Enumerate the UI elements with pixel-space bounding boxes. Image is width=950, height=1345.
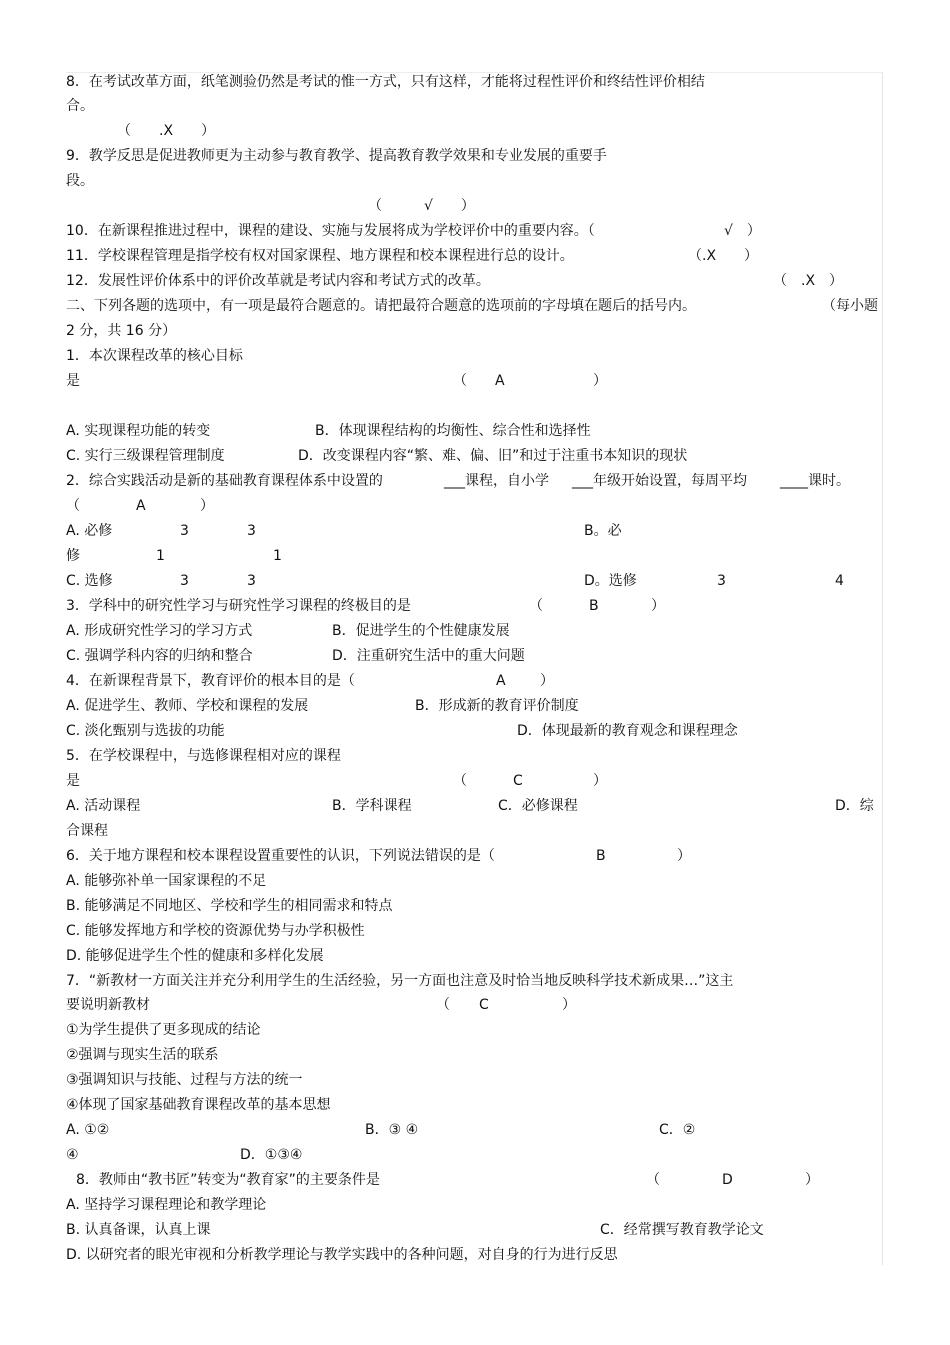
- text-segment: 3: [180, 573, 189, 589]
- text-segment: A: [496, 673, 506, 689]
- text-segment: 10．在新课程推进过程中，课程的建设、实施与发展将成为学校评价中的重要内容。（: [66, 223, 595, 239]
- text-segment: D．体现最新的教育观念和课程理念: [517, 723, 738, 739]
- text-segment: 12．发展性评价体系中的评价改革就是考试内容和考试方式的改革。: [66, 273, 490, 289]
- text-segment: C. 选修: [66, 573, 113, 589]
- text-segment: 3．学科中的研究性学习与研究性学习课程的终极目的是: [66, 598, 411, 614]
- text-segment: 3: [180, 523, 189, 539]
- text-segment: 8．在考试改革方面，纸笔测验仍然是考试的惟一方式，只有这样，才能将过程性评价和终结性评价相结: [66, 74, 705, 90]
- text-segment: 5．在学校课程中，与选修课程相对应的课程: [66, 748, 341, 764]
- text-segment: 合。: [66, 98, 94, 114]
- text-segment: C: [513, 773, 523, 789]
- text-segment: A. 促进学生、教师、学校和课程的发展: [66, 698, 309, 714]
- text-segment: 是: [66, 373, 80, 389]
- text-segment: 4: [835, 573, 844, 589]
- text-segment: A. 形成研究性学习的学习方式: [66, 623, 253, 639]
- text-segment: A: [495, 373, 505, 389]
- text-segment: 要说明新教材: [66, 997, 150, 1013]
- text-segment: 11．学校课程管理是指学校有权对国家课程、地方课程和校本课程进行总的设计。: [66, 248, 574, 264]
- text-segment: D．综: [835, 798, 874, 814]
- text-segment: D: [722, 1172, 733, 1188]
- text-segment: ）: [593, 373, 607, 389]
- text-segment: C．②: [659, 1122, 696, 1138]
- text-segment: 1．本次课程改革的核心目标: [66, 348, 243, 364]
- text-segment: B．体现课程结构的均衡性、综合性和选择性: [315, 423, 591, 439]
- text-segment: C. 强调学科内容的归纳和整合: [66, 648, 253, 664]
- text-segment: ）: [593, 773, 607, 789]
- text-segment: ①为学生提供了更多现成的结论: [66, 1022, 261, 1038]
- text-segment: 6．关于地方课程和校本课程设置重要性的认识，下列说法错误的是（: [66, 848, 495, 864]
- text-segment: （: [529, 598, 543, 614]
- text-segment: ④: [66, 1147, 79, 1163]
- text-segment: 2．综合实践活动是新的基础教育课程体系中设置的: [66, 473, 383, 489]
- text-segment: 是: [66, 773, 80, 789]
- text-segment: C. 淡化甄别与选拔的功能: [66, 723, 225, 739]
- text-segment: A. 坚持学习课程理论和教学理论: [66, 1197, 267, 1213]
- text-segment: 8．教师由“教书匠”转变为“教育家”的主要条件是: [76, 1172, 380, 1188]
- text-segment: ___年级开始设置，每周平均: [572, 473, 747, 489]
- text-segment: ）: [200, 498, 214, 514]
- text-segment: B．学科课程: [332, 798, 412, 814]
- text-segment: （ .X ）: [773, 273, 844, 289]
- text-segment: 4．在新课程背景下，教育评价的根本目的是（: [66, 673, 355, 689]
- text-segment: （: [646, 1172, 660, 1188]
- text-segment: 3: [717, 573, 726, 589]
- text-segment: （ √ ）: [368, 198, 475, 214]
- text-segment: B．形成新的教育评价制度: [415, 698, 579, 714]
- text-segment: D. 以研究者的眼光审视和分析教学理论与教学实践中的各种问题，对自身的行为进行反思: [66, 1247, 618, 1263]
- text-segment: 1: [156, 548, 165, 564]
- text-segment: ）: [677, 848, 691, 864]
- text-segment: B. 能够满足不同地区、学校和学生的相同需求和特点: [66, 898, 393, 914]
- text-segment: D．①③④: [240, 1147, 303, 1163]
- text-segment: B: [596, 848, 606, 864]
- text-segment: （: [453, 373, 467, 389]
- text-segment: A. 能够弥补单一国家课程的不足: [66, 873, 267, 889]
- text-segment: ）: [651, 598, 665, 614]
- text-segment: B．促进学生的个性健康发展: [332, 623, 510, 639]
- text-segment: （: [453, 773, 467, 789]
- text-segment: （.X ）: [688, 248, 759, 264]
- text-segment: ____课时。: [780, 473, 850, 489]
- text-segment: 二、下列各题的选项中，有一项是最符合题意的。请把最符合题意的选项前的字母填在题后的括号内。: [66, 298, 696, 314]
- text-segment: （: [66, 498, 80, 514]
- text-segment: 合课程: [66, 823, 108, 839]
- text-segment: ③强调知识与技能、过程与方法的统一: [66, 1072, 303, 1088]
- text-segment: ④体现了国家基础教育课程改革的基本思想: [66, 1097, 331, 1113]
- text-segment: 7．“新教材一方面关注并充分利用学生的生活经验，另一方面也注意及时恰当地反映科学技术新成果…”这主: [66, 973, 734, 989]
- text-segment: 段。: [66, 173, 94, 189]
- text-segment: D．改变课程内容“繁、难、偏、旧”和过于注重书本知识的现状: [298, 448, 688, 464]
- text-segment: 3: [247, 523, 256, 539]
- text-segment: A. 活动课程: [66, 798, 141, 814]
- text-segment: ）: [540, 673, 554, 689]
- text-segment: C. 能够发挥地方和学校的资源优势与办学积极性: [66, 923, 365, 939]
- text-segment: 2 分，共 16 分）: [66, 323, 177, 339]
- text-segment: B．③ ④: [365, 1122, 419, 1138]
- text-segment: ）: [805, 1172, 819, 1188]
- text-segment: C．必修课程: [498, 798, 578, 814]
- text-segment: C: [479, 997, 489, 1013]
- text-segment: D. 能够促进学生个性的健康和多样化发展: [66, 948, 324, 964]
- text-segment: 9．教学反思是促进教师更为主动参与教育教学、提高教育教学效果和专业发展的重要手: [66, 148, 607, 164]
- text-segment: 1: [273, 548, 282, 564]
- text-segment: ___课程，自小学: [444, 473, 549, 489]
- text-segment: A. ①②: [66, 1122, 110, 1138]
- text-segment: C．经常撰写教育教学论文: [600, 1222, 764, 1238]
- text-segment: B: [589, 598, 599, 614]
- text-segment: A: [136, 498, 146, 514]
- text-segment: 3: [247, 573, 256, 589]
- text-segment: B. 认真备课，认真上课: [66, 1222, 211, 1238]
- text-segment: B。必: [584, 523, 622, 539]
- text-segment: （每小题: [822, 298, 878, 314]
- text-segment: ）: [562, 997, 576, 1013]
- text-segment: 修: [66, 548, 80, 564]
- text-segment: C. 实行三级课程管理制度: [66, 448, 225, 464]
- text-segment: （ .X ）: [117, 123, 216, 139]
- text-segment: A. 实现课程功能的转变: [66, 423, 211, 439]
- text-segment: A. 必修: [66, 523, 113, 539]
- text-segment: √ ）: [724, 223, 761, 239]
- text-segment: D。选修: [584, 573, 637, 589]
- text-segment: （: [436, 997, 450, 1013]
- text-segment: D．注重研究生活中的重大问题: [332, 648, 525, 664]
- text-segment: ②强调与现实生活的联系: [66, 1047, 219, 1063]
